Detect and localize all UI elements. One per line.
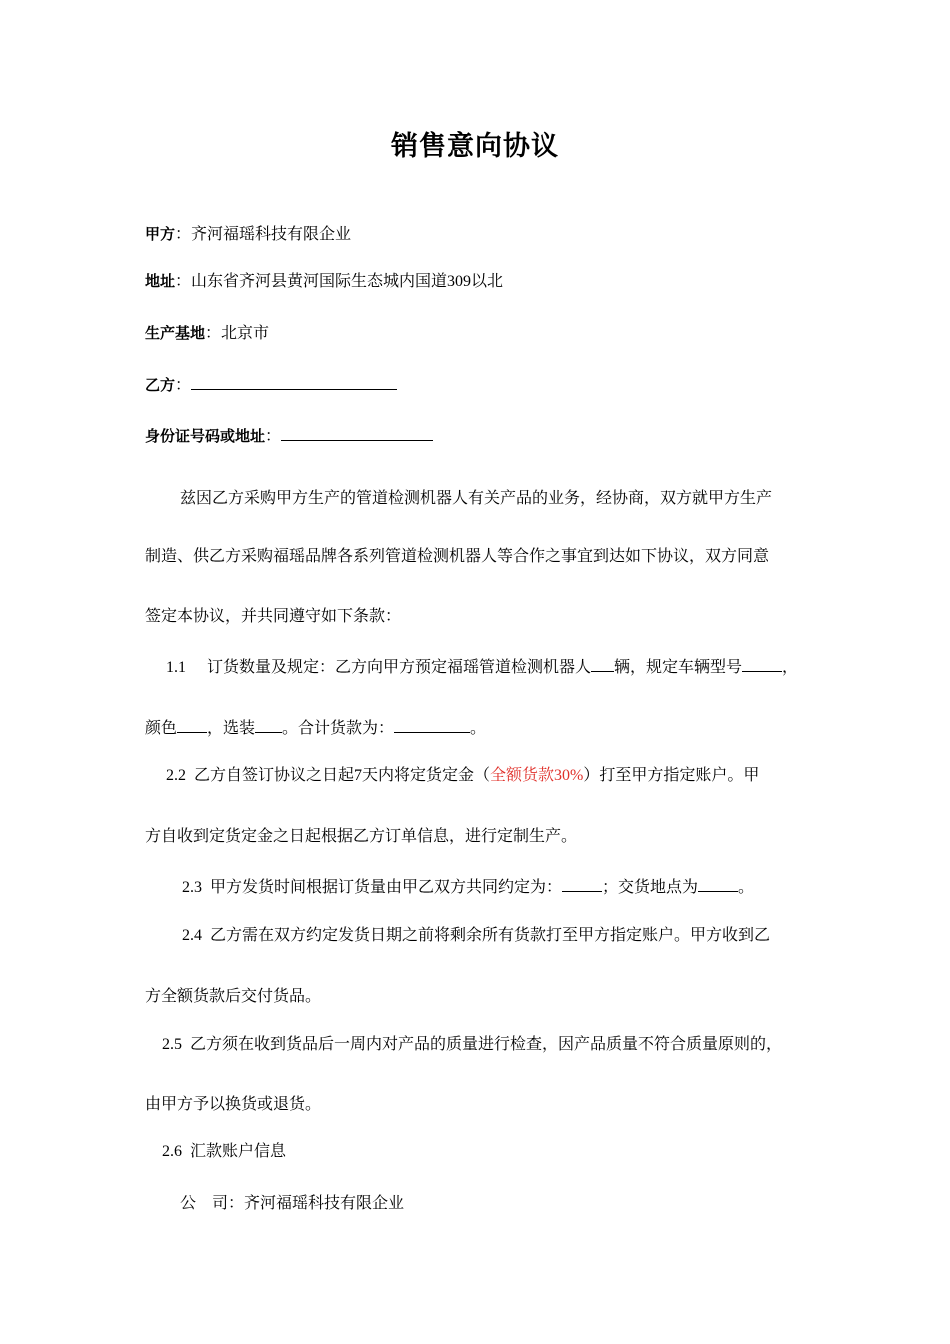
production-base-colon: ： (205, 325, 222, 342)
clause-2-2-text-b: ）打至甲方指定账户。甲 (583, 767, 760, 784)
clause-2-4-line-1 (182, 928, 770, 944)
options-blank[interactable] (255, 718, 282, 733)
company-value: 齐河福瑶科技有限企业 (244, 1195, 405, 1212)
clause-2-2-line-2: 方自收到定货定金之日起根据乙方订单信息，进行定制生产。 (145, 828, 578, 845)
quantity-blank[interactable] (591, 657, 614, 672)
address-colon: ： (175, 273, 192, 290)
model-blank[interactable] (742, 657, 782, 672)
clause-2-3-line-1 (182, 877, 754, 896)
clause-1-1-line-1 (166, 657, 798, 676)
clause-2-5-number: 2.5 (162, 1036, 182, 1053)
deposit-highlight: 全额货款30% (490, 767, 584, 784)
address-label: 地址 (145, 272, 176, 290)
clause-2-4-text-a: 乙方需在双方约定发货日期之前将剩余所有货款打至甲方指定账户。甲方收到乙 (210, 927, 771, 944)
clause-1-1-text-g: 。 (470, 720, 487, 737)
clause-2-3-text-c: 。 (738, 879, 755, 896)
id-address-colon: ： (265, 428, 282, 445)
clause-2-3-number: 2.3 (182, 879, 202, 896)
clause-2-2-line-1 (166, 768, 759, 784)
intro-line-1: 兹因乙方采购甲方生产的管道检测机器人有关产品的业务，经协商，双方就甲方生产 (180, 490, 773, 507)
clause-1-1-line-2 (145, 718, 486, 737)
production-base-label: 生产基地 (145, 324, 206, 342)
production-base-line (145, 326, 269, 342)
party-a-label: 甲方 (145, 225, 176, 243)
clause-2-2-text-a: 乙方自签订协议之日起7天内将定货定金（ (194, 767, 491, 784)
id-address-label: 身份证号码或地址 (145, 427, 266, 445)
clause-2-5-text-a: 乙方须在收到货品后一周内对产品的质量进行检查，因产品质量不符合质量原则的， (190, 1036, 783, 1053)
party-b-colon: ： (175, 377, 192, 394)
party-a-colon: ： (175, 226, 192, 243)
clause-1-1-text-e: ，选装 (207, 720, 256, 737)
clause-2-4-number: 2.4 (182, 927, 202, 944)
clause-2-5-line-1 (162, 1037, 782, 1053)
clause-2-4-line-2: 方全额货款后交付货品。 (145, 988, 322, 1005)
clause-1-1-text-c: ， (782, 659, 799, 676)
party-b-label: 乙方 (145, 376, 176, 394)
intro-line-3: 签定本协议，并共同遵守如下条款： (145, 608, 402, 625)
party-b-blank[interactable] (191, 375, 397, 390)
clause-2-3-text-b: ；交货地点为 (602, 879, 699, 896)
id-address-blank[interactable] (281, 426, 433, 441)
clause-2-6-text: 汇款账户信息 (190, 1143, 287, 1160)
clause-2-2-number: 2.2 (166, 767, 186, 784)
clause-1-1-text-d: 颜色 (145, 720, 178, 737)
production-base-value: 北京市 (221, 325, 270, 342)
clause-2-5-line-2: 由甲方予以换货或退货。 (145, 1096, 322, 1113)
clause-1-1-text-b: 辆，规定车辆型号 (614, 659, 743, 676)
id-address-line (145, 426, 433, 445)
color-blank[interactable] (177, 718, 207, 733)
address-line (145, 274, 503, 290)
clause-1-1-text-a: 订货数量及规定：乙方向甲方预定福瑶管道检测机器人 (207, 659, 592, 676)
clause-1-1-number: 1.1 (166, 659, 186, 676)
intro-line-2: 制造、供乙方采购福瑶品牌各系列管道检测机器人等合作之事宜到达如下协议，双方同意 (145, 548, 770, 565)
document-title: 销售意向协议 (391, 131, 559, 162)
address-value: 山东省齐河县黄河国际生态城内国道309以北 (191, 273, 504, 290)
clause-2-6-line (162, 1144, 286, 1160)
delivery-time-blank[interactable] (562, 877, 602, 892)
party-b-line (145, 375, 397, 394)
company-line (180, 1196, 404, 1212)
total-amount-blank[interactable] (394, 718, 470, 733)
company-label: 公 司： (180, 1195, 245, 1212)
party-a-value: 齐河福瑶科技有限企业 (191, 226, 352, 243)
party-a-line (145, 227, 351, 243)
delivery-place-blank[interactable] (698, 877, 738, 892)
clause-2-3-text-a: 甲方发货时间根据订货量由甲乙双方共同约定为： (210, 879, 563, 896)
clause-2-6-number: 2.6 (162, 1143, 182, 1160)
clause-1-1-text-f: 。合计货款为： (282, 720, 395, 737)
